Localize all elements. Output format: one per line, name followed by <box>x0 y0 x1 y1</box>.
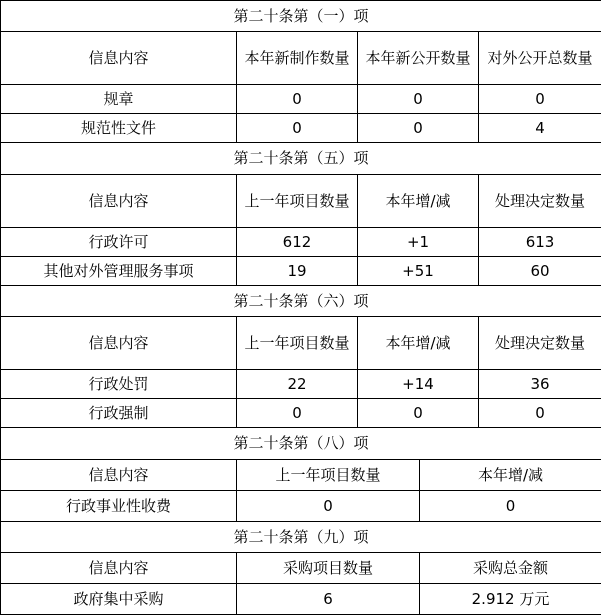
row-label: 行政强制 <box>1 399 237 428</box>
section-6-table <box>0 286 601 429</box>
header-cell: 上一年项目数量 <box>237 459 420 490</box>
table-row <box>1 584 601 615</box>
cell-value: 0 <box>479 85 601 114</box>
header-cell: 上一年项目数量 <box>237 317 358 370</box>
cell-value: 36 <box>479 370 601 399</box>
cell-value: +51 <box>358 256 479 285</box>
row-label: 规范性文件 <box>1 114 237 143</box>
table-row <box>1 256 601 285</box>
header-cell: 采购总金额 <box>420 553 601 584</box>
cell-value: 22 <box>237 370 358 399</box>
header-cell: 本年增/减 <box>358 174 479 227</box>
header-row <box>1 174 601 227</box>
table-row <box>1 490 601 521</box>
cell-value: 0 <box>358 399 479 428</box>
row-label: 其他对外管理服务事项 <box>1 256 237 285</box>
section-9-table <box>0 522 601 615</box>
cell-value: 0 <box>479 399 601 428</box>
header-row <box>1 459 601 490</box>
cell-value: 19 <box>237 256 358 285</box>
cell-value: 6 <box>237 584 420 615</box>
header-row <box>1 317 601 370</box>
section-title: 第二十条第（九）项 <box>1 522 601 553</box>
header-cell: 处理决定数量 <box>479 174 601 227</box>
cell-value: 0 <box>358 85 479 114</box>
cell-value: 612 <box>237 227 358 256</box>
cell-value: +1 <box>358 227 479 256</box>
row-label: 政府集中采购 <box>1 584 237 615</box>
table-row <box>1 114 601 143</box>
row-label: 行政事业性收费 <box>1 490 237 521</box>
cell-value: 613 <box>479 227 601 256</box>
header-cell: 采购项目数量 <box>237 553 420 584</box>
row-label: 行政许可 <box>1 227 237 256</box>
cell-value: 0 <box>237 399 358 428</box>
cell-value: 60 <box>479 256 601 285</box>
cell-value: 0 <box>358 114 479 143</box>
cell-value: 4 <box>479 114 601 143</box>
section-8-table <box>0 428 601 522</box>
header-row <box>1 32 601 85</box>
table-row <box>1 399 601 428</box>
cell-value: 0 <box>237 490 420 521</box>
header-cell: 上一年项目数量 <box>237 174 358 227</box>
section-title: 第二十条第（一）项 <box>1 1 601 32</box>
table-row <box>1 227 601 256</box>
table-row <box>1 85 601 114</box>
cell-value: +14 <box>358 370 479 399</box>
header-cell: 信息内容 <box>1 317 237 370</box>
row-label: 行政处罚 <box>1 370 237 399</box>
header-row <box>1 553 601 584</box>
header-cell: 本年新制作数量 <box>237 32 358 85</box>
cell-value: 2.912 万元 <box>420 584 601 615</box>
header-cell: 信息内容 <box>1 174 237 227</box>
header-cell: 信息内容 <box>1 553 237 584</box>
cell-value: 0 <box>237 85 358 114</box>
header-cell: 本年新公开数量 <box>358 32 479 85</box>
section-title: 第二十条第（六）项 <box>1 286 601 317</box>
cell-value: 0 <box>420 490 601 521</box>
section-5-table <box>0 143 601 286</box>
header-cell: 处理决定数量 <box>479 317 601 370</box>
cell-value: 0 <box>237 114 358 143</box>
header-cell: 信息内容 <box>1 32 237 85</box>
header-cell: 信息内容 <box>1 459 237 490</box>
row-label: 规章 <box>1 85 237 114</box>
section-title: 第二十条第（八）项 <box>1 428 601 459</box>
section-title: 第二十条第（五）项 <box>1 143 601 174</box>
table-row <box>1 370 601 399</box>
section-1-table <box>0 0 601 143</box>
header-cell: 本年增/减 <box>358 317 479 370</box>
header-cell: 本年增/减 <box>420 459 601 490</box>
header-cell: 对外公开总数量 <box>479 32 601 85</box>
